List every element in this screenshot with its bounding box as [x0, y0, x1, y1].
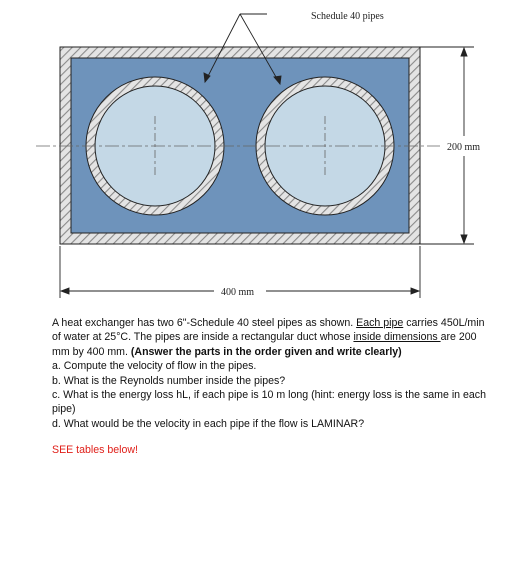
part-d: d. What would be the velocity in each pipe if the flow is LAMINAR?: [52, 417, 365, 430]
see-tables-note: SEE tables below!: [52, 444, 138, 457]
intro-text-1: A heat exchanger has two 6"-Schedule 40 steel pipes as shown.: [52, 317, 357, 329]
intro-underline-inside-dimensions: inside dimensions: [353, 331, 441, 344]
part-c: c. What is the energy loss hL, if each pipe is 10 m long (hint: energy loss is the same in each pipe): [52, 389, 486, 416]
intro-text-3: are 200 mm by 400 mm.: [52, 331, 477, 358]
part-b: b. What is the Reynolds number inside the pipes?: [52, 374, 286, 387]
height-dimension-label: 200 mm: [447, 142, 481, 153]
width-dimension-label: 400 mm: [221, 287, 255, 298]
problem-statement: [52, 316, 492, 458]
intro-underline-each-pipe: Each pipe: [356, 317, 404, 329]
problem-intro: [52, 316, 492, 359]
callout-label: Schedule 40 pipes: [311, 11, 384, 22]
part-a: a. Compute the velocity of flow in the pipes.: [52, 360, 257, 373]
intro-bold-instruction: (Answer the parts in the order given and write clearly): [130, 345, 402, 358]
intro-text-2: carries 450L/min of water at 25°C. The pipes are inside a rectangular duct whose: [52, 317, 485, 344]
